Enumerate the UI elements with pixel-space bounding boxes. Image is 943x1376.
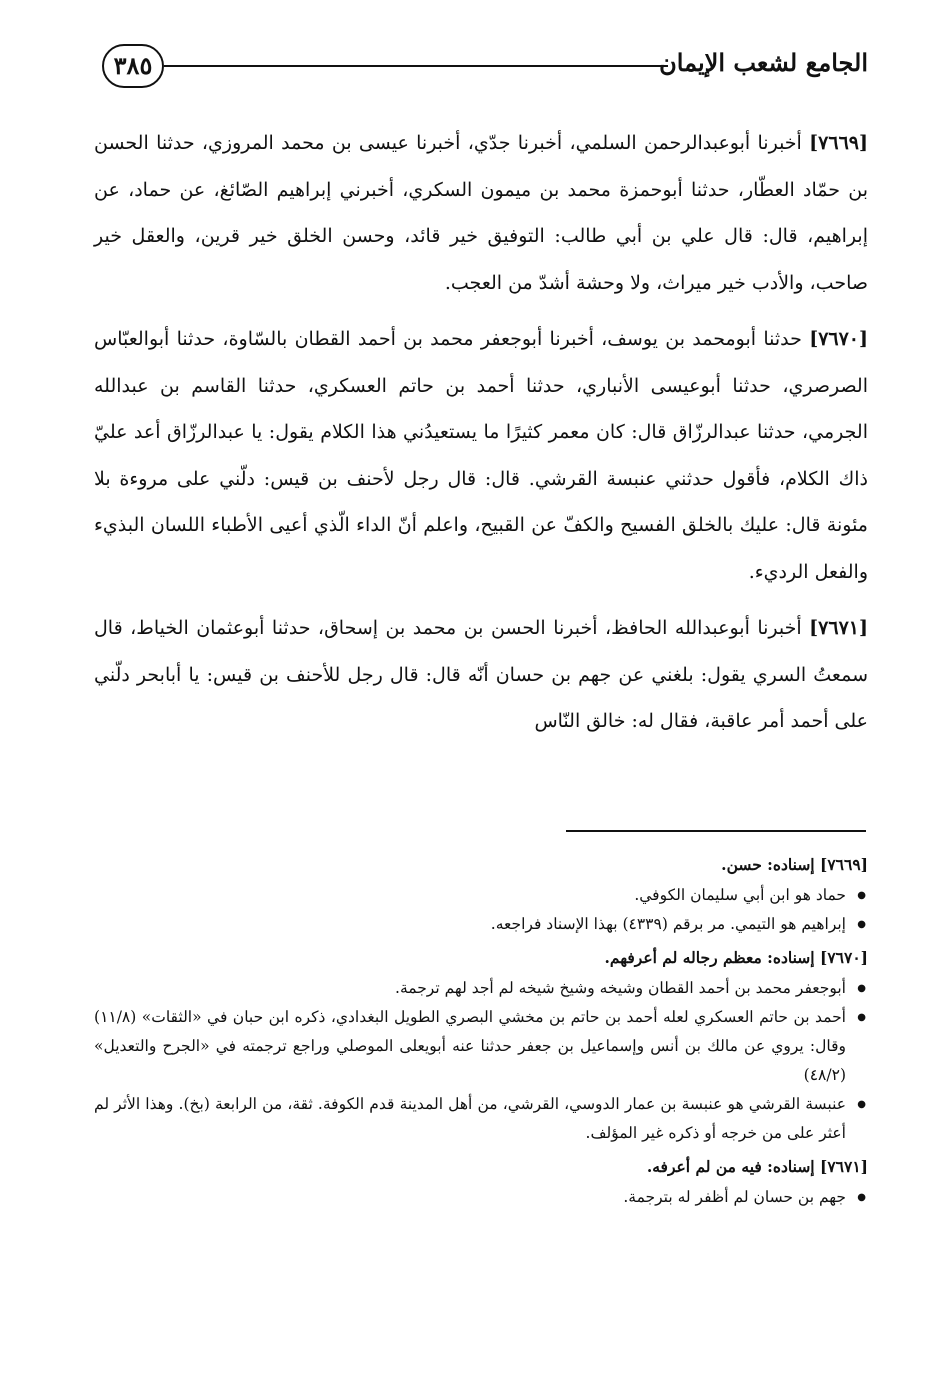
footnote-item: ● عنبسة القرشي هو عنبسة بن عمار الدوسي، القرشي، من أهل المدينة قدم الكوفة. ثقة، من الرابعة (بخ). وهذا الأثر لم أعثر على من خرجه أو ذكره غير المؤلف. bbox=[94, 1090, 868, 1148]
footnote-heading: [٧٦٧١] إسناده: فيه من لم أعرفه. bbox=[646, 1157, 868, 1176]
page-number: ٣٨٥ bbox=[102, 44, 164, 88]
footnote-item: ● جهم بن حسان لم أظفر له بترجمة. bbox=[94, 1183, 868, 1212]
footnote-list bbox=[94, 1183, 868, 1212]
footnote-item: ● أحمد بن حاتم العسكري لعله أحمد بن حاتم بن مخشي البصري الطويل البغدادي، ذكره ابن حبان في «الثقات» (١١/٨) وقال: يروي عن مالك بن أنس وإسماعيل بن جعفر حدثنا عنه أبويعلى الموصلي وراجع ترجمته في «الجرح والتعديل» (٤٨/٢) bbox=[94, 1003, 868, 1090]
hadith-paragraph bbox=[94, 120, 868, 306]
hadith-number: [٧٦٧٠] bbox=[809, 328, 869, 350]
footnote-heading: [٧٦٧٠] إسناده: معظم رجاله لم أعرفهم. bbox=[604, 948, 868, 967]
footnote-item: ● حماد هو ابن أبي سليمان الكوفي. bbox=[94, 881, 868, 910]
hadith-text: حدثنا أبومحمد بن يوسف، أخبرنا أبوجعفر محمد بن أحمد القطان بالسّاوة، حدثنا أبوالعبّاس الصرصري، حدثنا أبوعيسى الأنباري، حدثنا أحمد بن حاتم العسكري، حدثنا القاسم بن عبدالله الجرمي، حدثنا عبدالرزّاق قال: كان معمر كثيرًا ما يستعيدُني هذا الكلام يقول: يا عبدالرزّاق أعد عليّ ذاك الكلام، فأقول حدثني عنبسة القرشي. قال: قال رجل لأحنف بن قيس: دلّني على مروءة بلا مئونة قال: عليك بالخلق الفسيح والكفّ عن القبيح، واعلم أنّ الداء الّذي أعيى الأطباء اللسان البذيء والفعل الرديء. bbox=[94, 328, 868, 583]
footnote-list bbox=[94, 974, 868, 1148]
hadith-paragraph bbox=[94, 316, 868, 595]
hadith-number: [٧٦٧١] bbox=[809, 617, 868, 639]
hadith-text: أخبرنا أبوعبدالرحمن السلمي، أخبرنا جدّي، أخبرنا عيسى بن محمد المروزي، حدثنا الحسن بن حمّاد العطّار، حدثنا أبوحمزة محمد بن ميمون السكري، أخبرني إبراهيم الصّائغ، عن حماد، عن إبراهيم، قال: قال علي بن أبي طالب: التوفيق خير قائد، وحسن الخلق خير قرين، والعقل خير صاحب، والأدب خير ميراث، ولا وحشة أشدّ من العجب. bbox=[94, 132, 868, 294]
hadith-text: أخبرنا أبوعبدالله الحافظ، أخبرنا الحسن بن محمد بن إسحاق، حدثنا أبوعثمان الخياط، قال سمعتُ السري يقول: بلغني عن جهم بن حسان أنّه قال: قال رجل للأحنف بن قيس: يا أبابحر دلّني على أحمد أمر عاقبة، فقال له: خالق النّاس bbox=[94, 617, 868, 732]
footnote-separator bbox=[566, 830, 866, 832]
footnotes bbox=[94, 848, 868, 1216]
footnote-item: ● أبوجعفر محمد بن أحمد القطان وشيخه وشيخ شيخه لم أجد لهم ترجمة. bbox=[94, 974, 868, 1003]
hadith-paragraph bbox=[94, 605, 868, 745]
footnote-item: ● إبراهيم هو التيمي. مر برقم (٤٣٣٩) بهذا الإسناد فراجعه. bbox=[94, 910, 868, 939]
header-rule bbox=[164, 65, 668, 67]
page-header bbox=[96, 42, 868, 98]
footnote-heading: [٧٦٦٩] إسناده: حسن. bbox=[721, 855, 868, 874]
book-title: الجامع لشعب الإيمان bbox=[659, 48, 868, 77]
hadith-number: [٧٦٦٩] bbox=[809, 132, 868, 154]
main-text bbox=[94, 120, 868, 755]
footnote-list bbox=[94, 881, 868, 939]
